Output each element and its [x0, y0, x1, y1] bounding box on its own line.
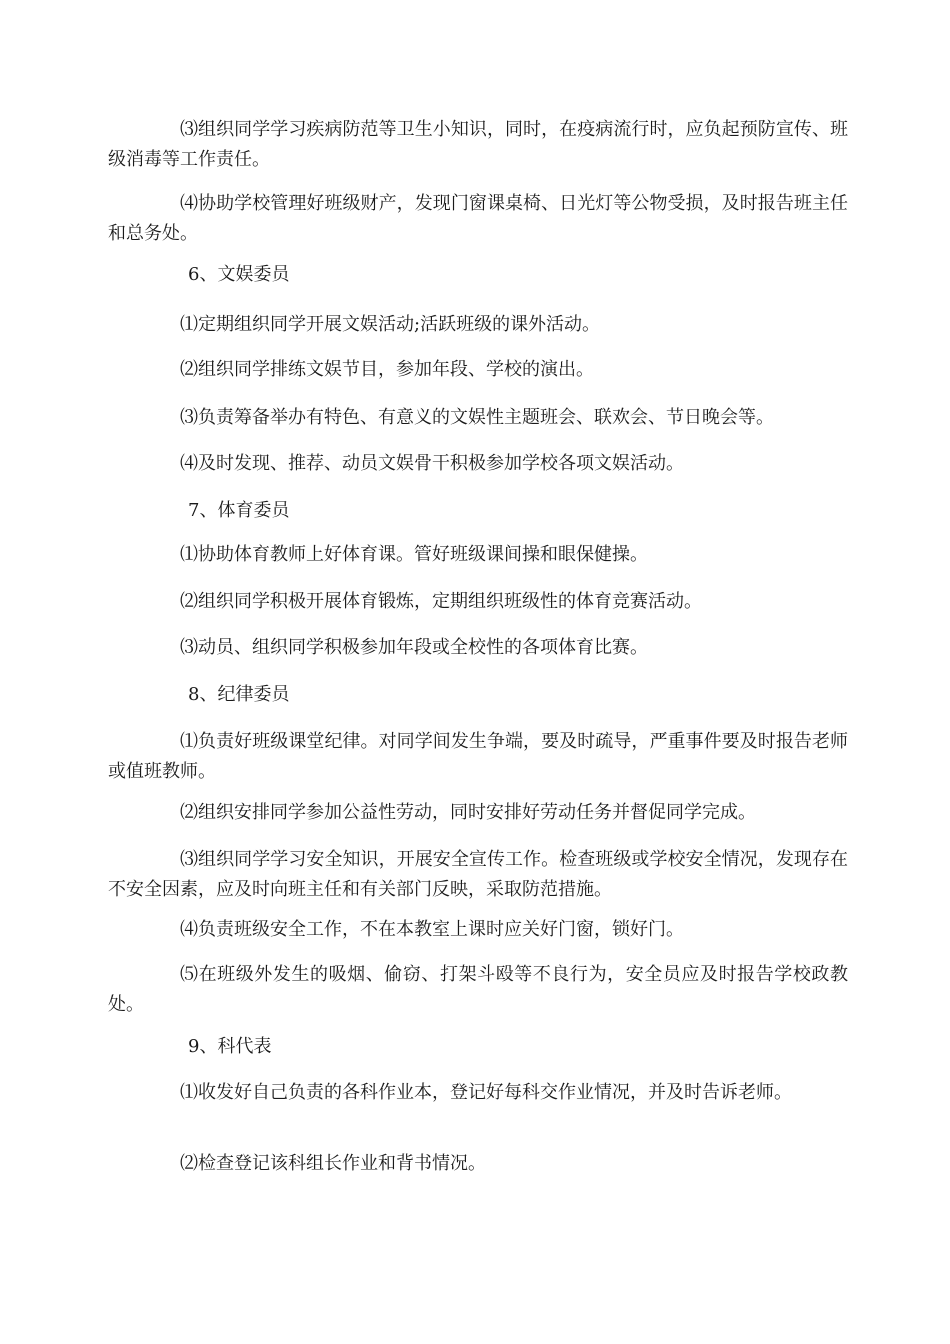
section-heading-sports: 7、体育委员 [188, 500, 290, 521]
paragraph-discipline-5: ⑸在班级外发生的吸烟、偷窃、打架斗殴等不良行为，安全员应及时报告学校政教处。 [108, 964, 848, 1015]
section-heading-entertainment: 6、文娱委员 [188, 264, 290, 285]
section-heading-discipline: 8、纪律委员 [188, 684, 290, 705]
paragraph-entertainment-1: ⑴定期组织同学开展文娱活动;活跃班级的课外活动。 [180, 314, 601, 335]
paragraph-subject-rep-1: ⑴收发好自己负责的各科作业本，登记好每科交作业情况，并及时告诉老师。 [180, 1082, 792, 1103]
paragraph-discipline-4: ⑷负责班级安全工作，不在本教室上课时应关好门窗，锁好门。 [180, 919, 684, 940]
paragraph-health-4: ⑷协助学校管理好班级财产，发现门窗课桌椅、日光灯等公物受损，及时报告班主任和总务处。 [108, 193, 848, 244]
paragraph-entertainment-4: ⑷及时发现、推荐、动员文娱骨干积极参加学校各项文娱活动。 [180, 453, 684, 474]
paragraph-discipline-1: ⑴负责好班级课堂纪律。对同学间发生争端，要及时疏导，严重事件要及时报告老师或值班教师。 [108, 731, 848, 782]
paragraph-sports-2: ⑵组织同学积极开展体育锻炼，定期组织班级性的体育竞赛活动。 [180, 591, 702, 612]
paragraph-entertainment-3: ⑶负责筹备举办有特色、有意义的文娱性主题班会、联欢会、节日晚会等。 [180, 407, 774, 428]
section-heading-subject-rep: 9、科代表 [188, 1036, 272, 1057]
paragraph-sports-1: ⑴协助体育教师上好体育课。管好班级课间操和眼保健操。 [180, 544, 648, 565]
paragraph-discipline-2: ⑵组织安排同学参加公益性劳动，同时安排好劳动任务并督促同学完成。 [180, 802, 756, 823]
paragraph-sports-3: ⑶动员、组织同学积极参加年段或全校性的各项体育比赛。 [180, 637, 648, 658]
paragraph-subject-rep-2: ⑵检查登记该科组长作业和背书情况。 [180, 1153, 486, 1174]
paragraph-health-3: ⑶组织同学学习疾病防范等卫生小知识，同时，在疫病流行时，应负起预防宣传、班级消毒等工作责任。 [108, 119, 848, 170]
paragraph-discipline-3: ⑶组织同学学习安全知识，开展安全宣传工作。检查班级或学校安全情况，发现存在不安全因素，应及时向班主任和有关部门反映，采取防范措施。 [108, 849, 848, 900]
paragraph-entertainment-2: ⑵组织同学排练文娱节目，参加年段、学校的演出。 [180, 359, 594, 380]
